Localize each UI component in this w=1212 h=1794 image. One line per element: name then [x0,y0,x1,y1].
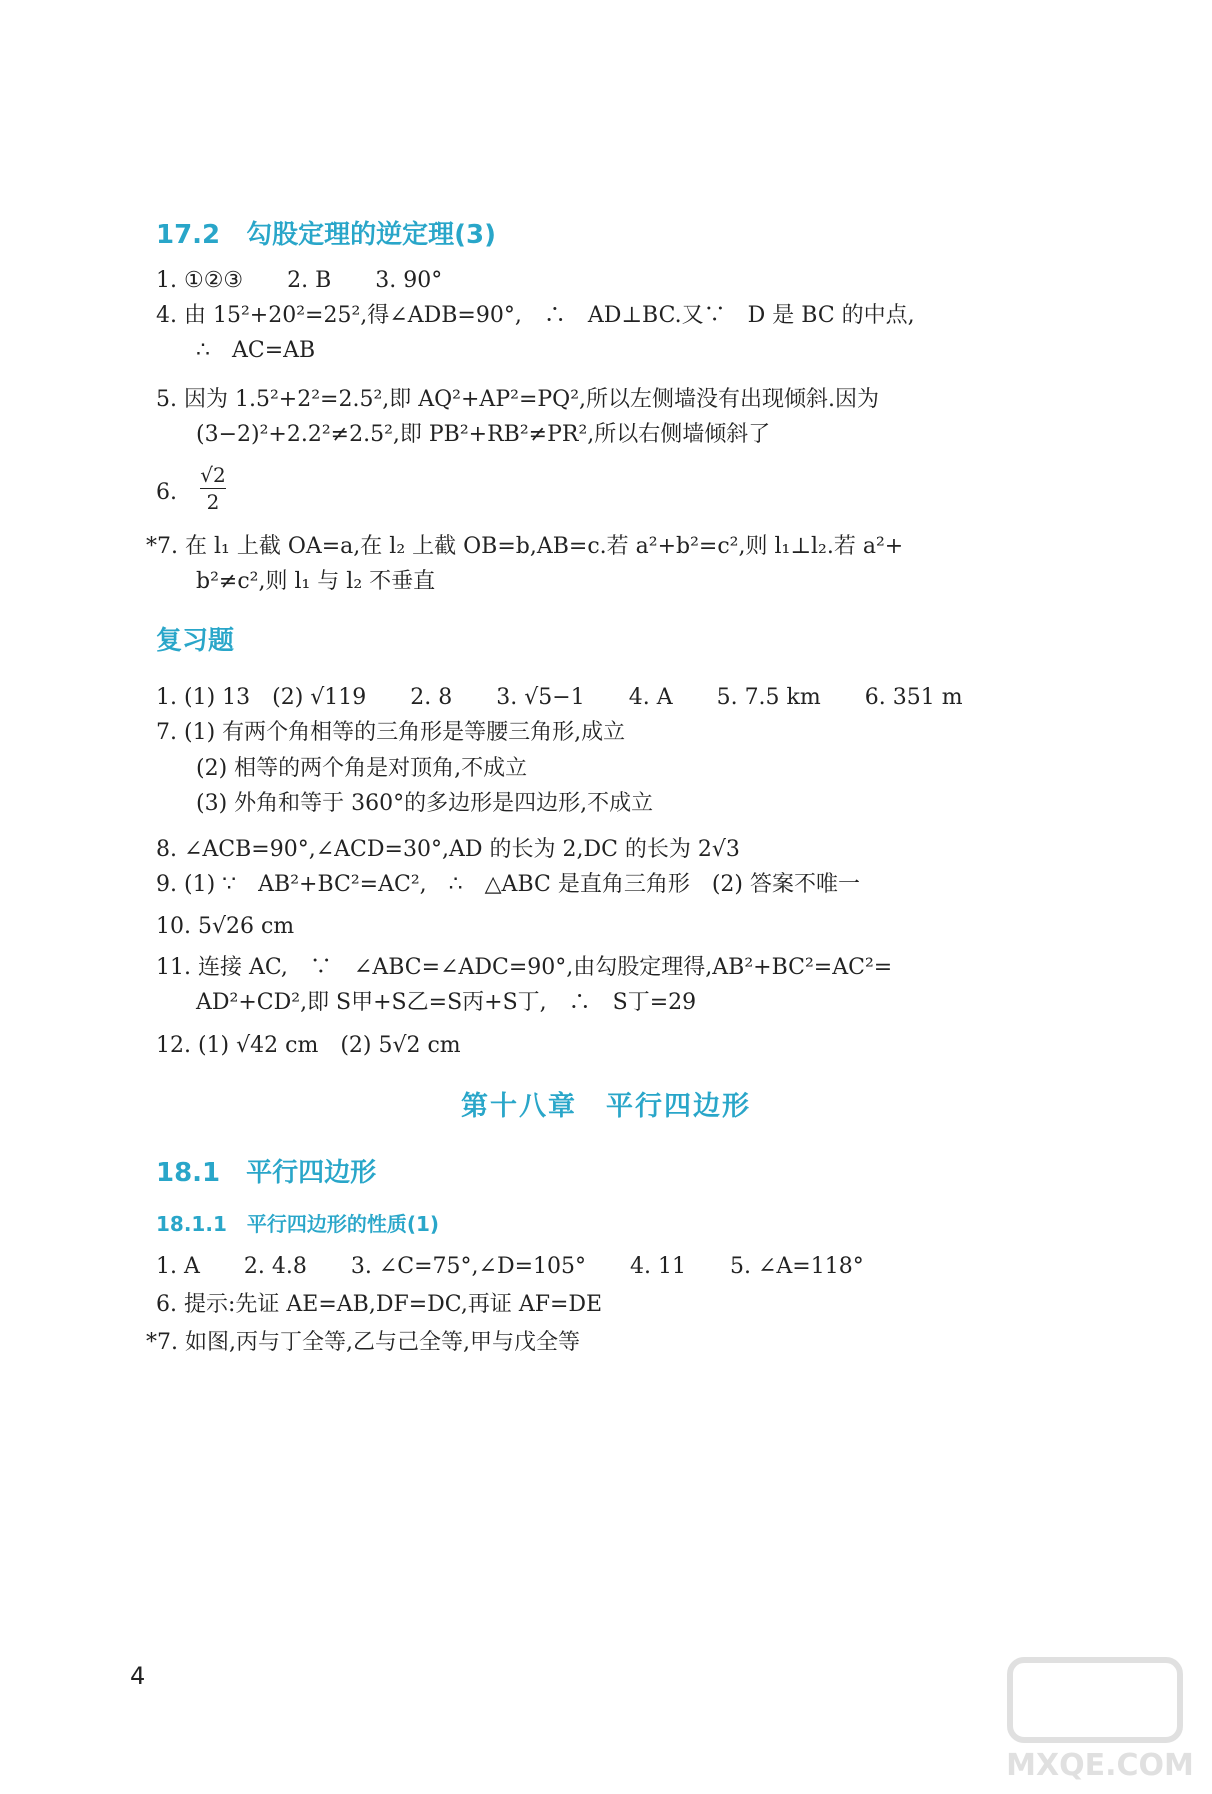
answer-line: (3) 外角和等于 360°的多边形是四边形,不成立 [196,791,654,816]
section-title-18-1: 18.1 平行四边形 [156,1158,377,1188]
answer-line: b²≠c²,则 l₁ 与 l₂ 不垂直 [196,569,436,594]
answer-line: 1. (1) 13 (2) √119 2. 8 3. √5−1 4. A 5. 7.5 km 6. 351 m [156,685,963,710]
answer-line: AD²+CD²,即 S甲+S乙=S丙+S丁, ∴ S丁=29 [196,990,697,1015]
watermark-graphic [1000,1640,1200,1790]
answer-line: 5. 因为 1.5²+2²=2.5²,即 AQ²+AP²=PQ²,所以左侧墙没有出现倾斜.因为 [156,387,880,412]
answer-line: 1. ①②③ 2. B 3. 90° [156,268,443,293]
answer-line: 1. A 2. 4.8 3. ∠C=75°,∠D=105° 4. 11 5. ∠A=118° [156,1254,864,1279]
answer-line: 12. (1) √42 cm (2) 5√2 cm [156,1033,461,1058]
chapter-title: 第十八章 平行四边形 [461,1091,751,1122]
answer-line: 11. 连接 AC, ∵ ∠ABC=∠ADC=90°,由勾股定理得,AB²+BC²=AC²= [156,955,893,980]
watermark-logo [1000,1640,1200,1790]
answer-line: 6. [156,480,177,505]
fraction-denominator: 2 [206,490,220,514]
answer-line: 10. 5√26 cm [156,914,295,939]
answer-line: *7. 如图,丙与丁全等,乙与己全等,甲与戊全等 [146,1330,580,1355]
subsection-title-18-1-1: 18.1.1 平行四边形的性质(1) [156,1212,440,1236]
answer-line: 8. ∠ACB=90°,∠ACD=30°,AD 的长为 2,DC 的长为 2√3 [156,837,740,862]
answer-line: *7. 在 l₁ 上截 OA=a,在 l₂ 上截 OB=b,AB=c.若 a²+b²=c²,则 l₁⊥l₂.若 a²+ [146,534,904,559]
fraction-numerator: √2 [200,463,226,487]
answer-line: 4. 由 15²+20²=25²,得∠ADB=90°, ∴ AD⊥BC.又∵ D 是 BC 的中点, [156,303,915,328]
answer-line: 9. (1) ∵ AB²+BC²=AC², ∴ △ABC 是直角三角形 (2) 答案不唯一 [156,872,861,897]
page-number: 4 [130,1662,146,1690]
answer-line: (3−2)²+2.2²≠2.5²,即 PB²+RB²≠PR²,所以右侧墙倾斜了 [196,422,771,447]
section-title-review: 复习题 [156,626,235,656]
answer-line: 6. 提示:先证 AE=AB,DF=DC,再证 AF=DE [156,1292,603,1317]
answer-line: ∴ AC=AB [196,338,316,363]
watermark-text: MXQE.COM [1006,1748,1194,1783]
fraction-bar [200,488,226,489]
answer-line: (2) 相等的两个角是对顶角,不成立 [196,756,528,781]
fraction-sqrt2-over-2 [200,463,226,514]
section-title-17-2: 17.2 勾股定理的逆定理(3) [156,220,497,250]
answer-line: 7. (1) 有两个角相等的三角形是等腰三角形,成立 [156,720,626,745]
